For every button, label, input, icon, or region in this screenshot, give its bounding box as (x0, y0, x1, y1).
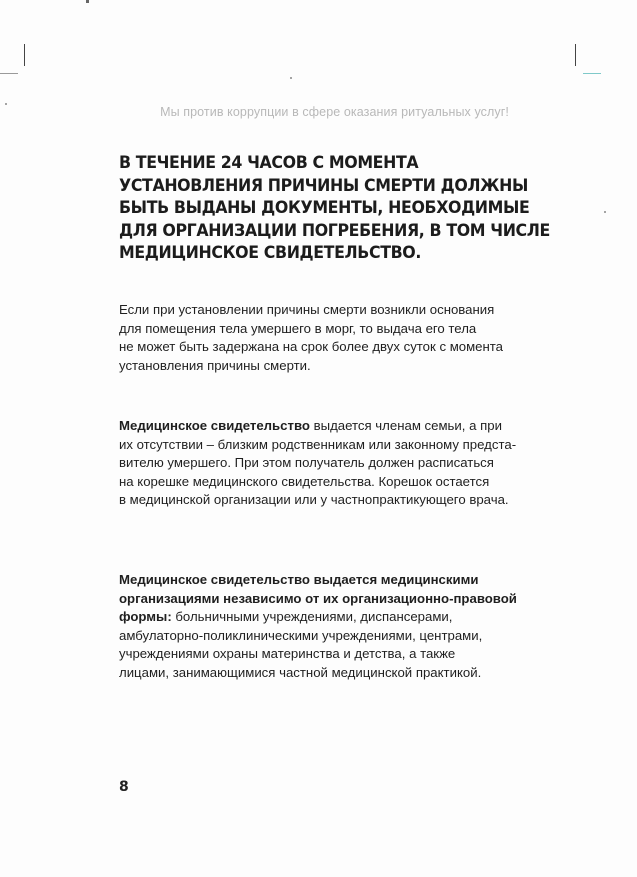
headline (119, 152, 550, 265)
scan-speck (290, 77, 292, 79)
paragraph-line: Если при установлении причины смерти возникли основания (119, 302, 495, 317)
bold-lead: формы: (119, 609, 172, 625)
crop-mark (583, 73, 601, 74)
crop-mark (0, 73, 18, 74)
scan-speck (5, 103, 7, 105)
bold-lead: Медицинское свидетельство (119, 418, 310, 433)
paragraph-line (119, 571, 517, 590)
paragraph-line: учреждениями охраны материнства и детства, а также (119, 646, 456, 662)
paragraph-line (119, 590, 517, 609)
paragraph-certificate-issuance (119, 417, 516, 510)
paragraph-line: амбулаторно-поликлиническими учреждениями, центрами, (119, 627, 483, 643)
crop-mark (86, 0, 89, 3)
paragraph-line: вителю умершего. При этом получатель должен расписаться (119, 455, 494, 471)
paragraph-text: выдается членам семьи, а при (309, 418, 502, 433)
paragraph-line: лицами, занимающимися частной медицинской практикой. (119, 664, 482, 680)
headline-line: МЕДИЦИНСКОЕ СВИДЕТЕЛЬСТВО. (119, 243, 422, 263)
paragraph-line: на корешке медицинского свидетельства. Корешок остается (119, 473, 490, 489)
paragraph-line (119, 417, 516, 436)
paragraph-line: в медицинской организации или у частнопрактикующего врача. (119, 492, 509, 508)
headline-line: УСТАНОВЛЕНИЯ ПРИЧИНЫ СМЕРТИ ДОЛЖНЫ (119, 175, 528, 196)
paragraph-text: больничными учреждениями, диспансерами, (171, 609, 453, 625)
paragraph-morgue (119, 301, 503, 375)
scan-speck (604, 211, 606, 213)
headline-line: БЫТЬ ВЫДАНЫ ДОКУМЕНТЫ, НЕОБХОДИМЫЕ (119, 198, 530, 218)
page-number: 8 (119, 779, 129, 795)
headline-line: В ТЕЧЕНИЕ 24 ЧАСОВ С МОМЕНТА (119, 153, 419, 173)
paragraph-line: установления причины смерти. (119, 357, 311, 373)
paragraph-line (119, 608, 517, 627)
paragraph-line: не может быть задержана на срок более двух суток с момента (119, 339, 504, 355)
headline-line: ДЛЯ ОРГАНИЗАЦИИ ПОГРЕБЕНИЯ, В ТОМ ЧИСЛЕ (119, 220, 550, 241)
page-header-tagline: Мы против коррупции в сфере оказания ритуальных услуг! (160, 105, 509, 119)
crop-mark (575, 44, 576, 66)
crop-mark (24, 44, 25, 66)
paragraph-line: для помещения тела умершего в морг, то выдача его тела (119, 320, 477, 336)
paragraph-issuing-organizations (119, 571, 517, 683)
paragraph-line: их отсутствии – близким родственникам или законному предста- (119, 436, 517, 452)
bold-text: организациями независимо от их организационно-правовой (119, 590, 517, 606)
bold-text: Медицинское свидетельство выдается медицинскими (119, 572, 479, 587)
